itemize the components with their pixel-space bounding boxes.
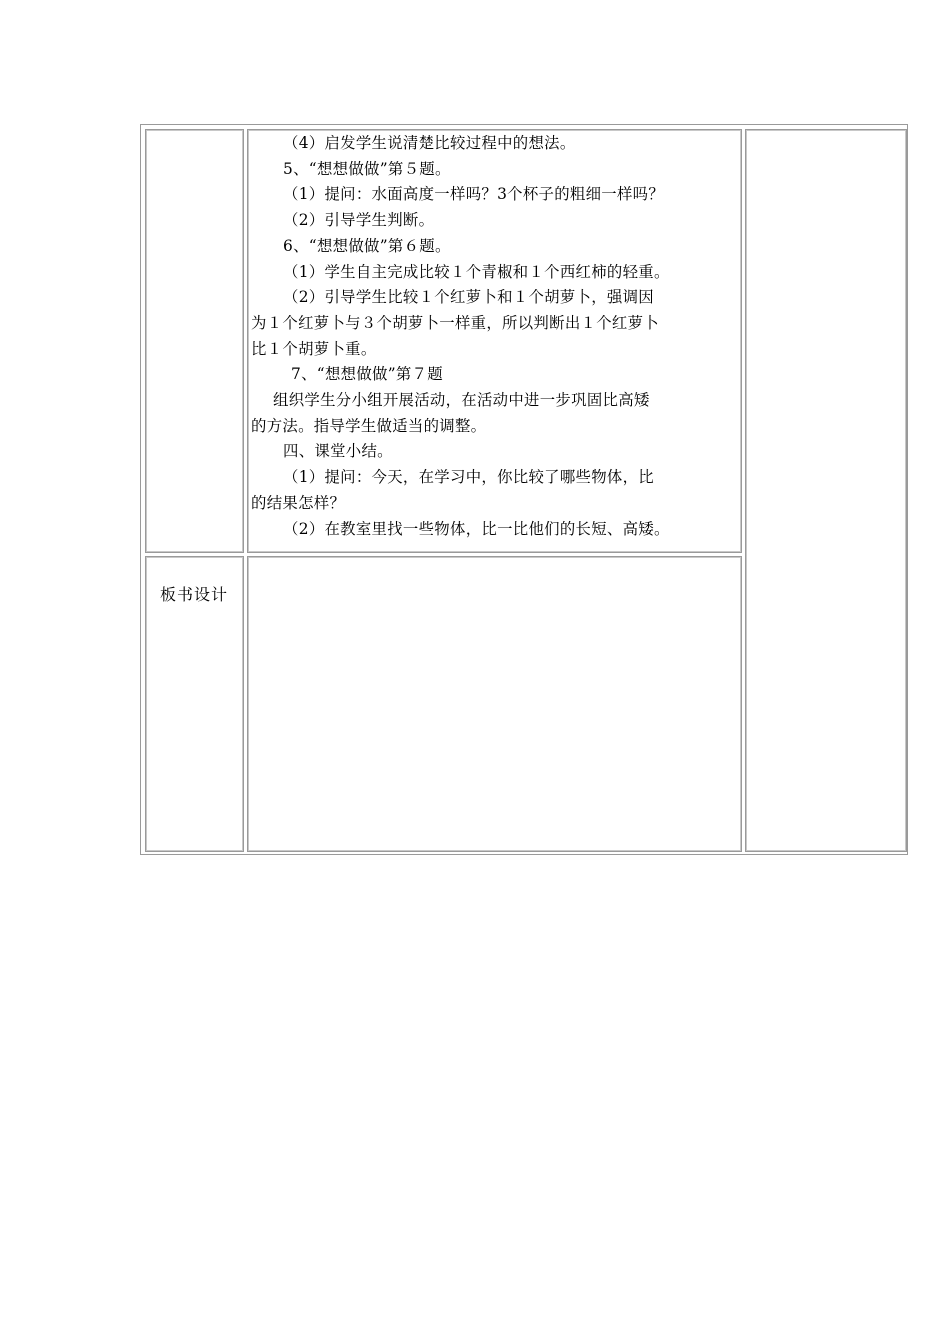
- board-design-label: 板书设计: [160, 585, 229, 604]
- line-9: 比１个胡萝卜重。: [251, 339, 377, 358]
- line-1: （4）启发学生说清楚比较过程中的想法。: [283, 134, 576, 152]
- line-2: 5、“想想做做”第５题。: [283, 159, 451, 178]
- line-7: （2）引导学生比较１个红萝卜和１个胡萝卜，强调因: [283, 288, 654, 307]
- line-8: 为１个红萝卜与３个胡萝卜一样重，所以判断出１个红萝卜: [251, 313, 659, 332]
- line-14: （1）提问：今天，在学习中，你比较了哪些物体，比: [283, 468, 654, 487]
- label-cell-empty: [145, 129, 244, 553]
- notes-column-cell: [745, 129, 907, 852]
- line-10: 7、“想想做做”第７题: [291, 365, 443, 384]
- line-3: （1）提问：水面高度一样吗？3个杯子的粗细一样吗？: [283, 185, 665, 204]
- board-design-content-cell: [247, 556, 742, 852]
- teaching-process-text: [251, 131, 741, 542]
- lesson-plan-table: [140, 124, 908, 855]
- line-5: 6、“想想做做”第６题。: [283, 236, 451, 255]
- line-16: （2）在教室里找一些物体，比一比他们的长短、高矮。: [283, 519, 670, 538]
- line-4: （2）引导学生判断。: [283, 211, 435, 230]
- board-design-label-cell: [145, 556, 244, 852]
- line-13: 四、课堂小结。: [283, 442, 393, 461]
- line-15: 的结果怎样？: [251, 493, 346, 512]
- line-6: （1）学生自主完成比较１个青椒和１个西红柿的轻重。: [283, 262, 670, 281]
- line-11: 组织学生分小组开展活动，在活动中进一步巩固比高矮: [273, 391, 650, 410]
- teaching-process-cell: [247, 129, 742, 553]
- line-12: 的方法。指导学生做适当的调整。: [251, 416, 487, 435]
